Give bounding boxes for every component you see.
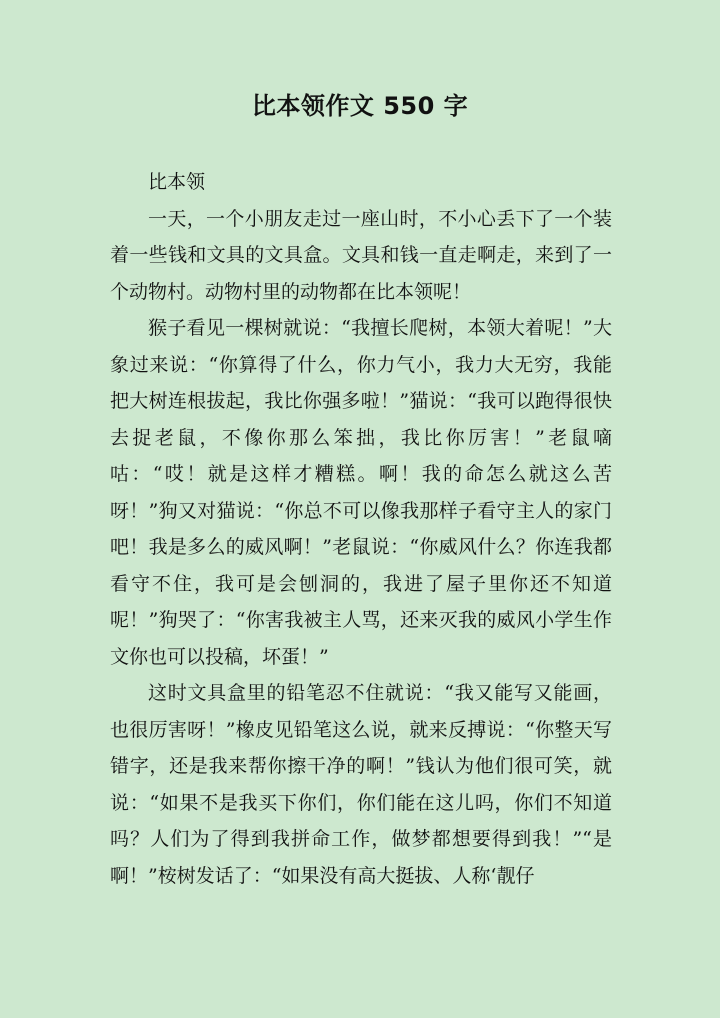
paragraph: 这时文具盒里的铅笔忍不住就说：“我又能写又能画，也很厉害呀！”橡皮见铅笔这么说，就来反搏说：“你整天写错字，还是我来帮你擦干净的啊！”钱认为他们很可笑，就说：“如果不是我买下你们，你们能在这儿吗，你们不知道吗？人们为了得到我拼命工作，做梦都想要得到我！”“是啊！”桉树发话了：“如果没有高大挺拔、人称‘靓仔 [110,682,612,887]
document-title: 比本领作文 550 字 [251,92,469,120]
document-body [110,164,612,894]
paragraph: 猴子看见一棵树就说：“我擅长爬树，本领大着呢！”大象过来说：“你算得了什么，你力气小，我力大无穷，我能把大树连根拔起，我比你强多啦！”猫说：“我可以跑得很快去捉老鼠，不像你那么笨拙，我比你厉害！”老鼠嘀咕：“哎！就是这样才糟糕。啊！我的命怎么就这么苦呀！”狗又对猫说：“你总不可以像我那样子看守主人的家门吧！我是多么的威风啊！”老鼠说：“你威风什么？你连我都看守不住，我可是会刨洞的，我进了屋子里你还不知道呢！”狗哭了：“你害我被主人骂，还来灭我的威风小学生作文你也可以投稿，坏蛋！” [110,317,612,668]
paragraph-heading: 比本领 [148,171,206,193]
paragraph: 一天，一个小朋友走过一座山时，不小心丢下了一个装着一些钱和文具的文具盒。文具和钱一直走啊走，来到了一个动物村。动物村里的动物都在比本领呢！ [110,207,612,303]
